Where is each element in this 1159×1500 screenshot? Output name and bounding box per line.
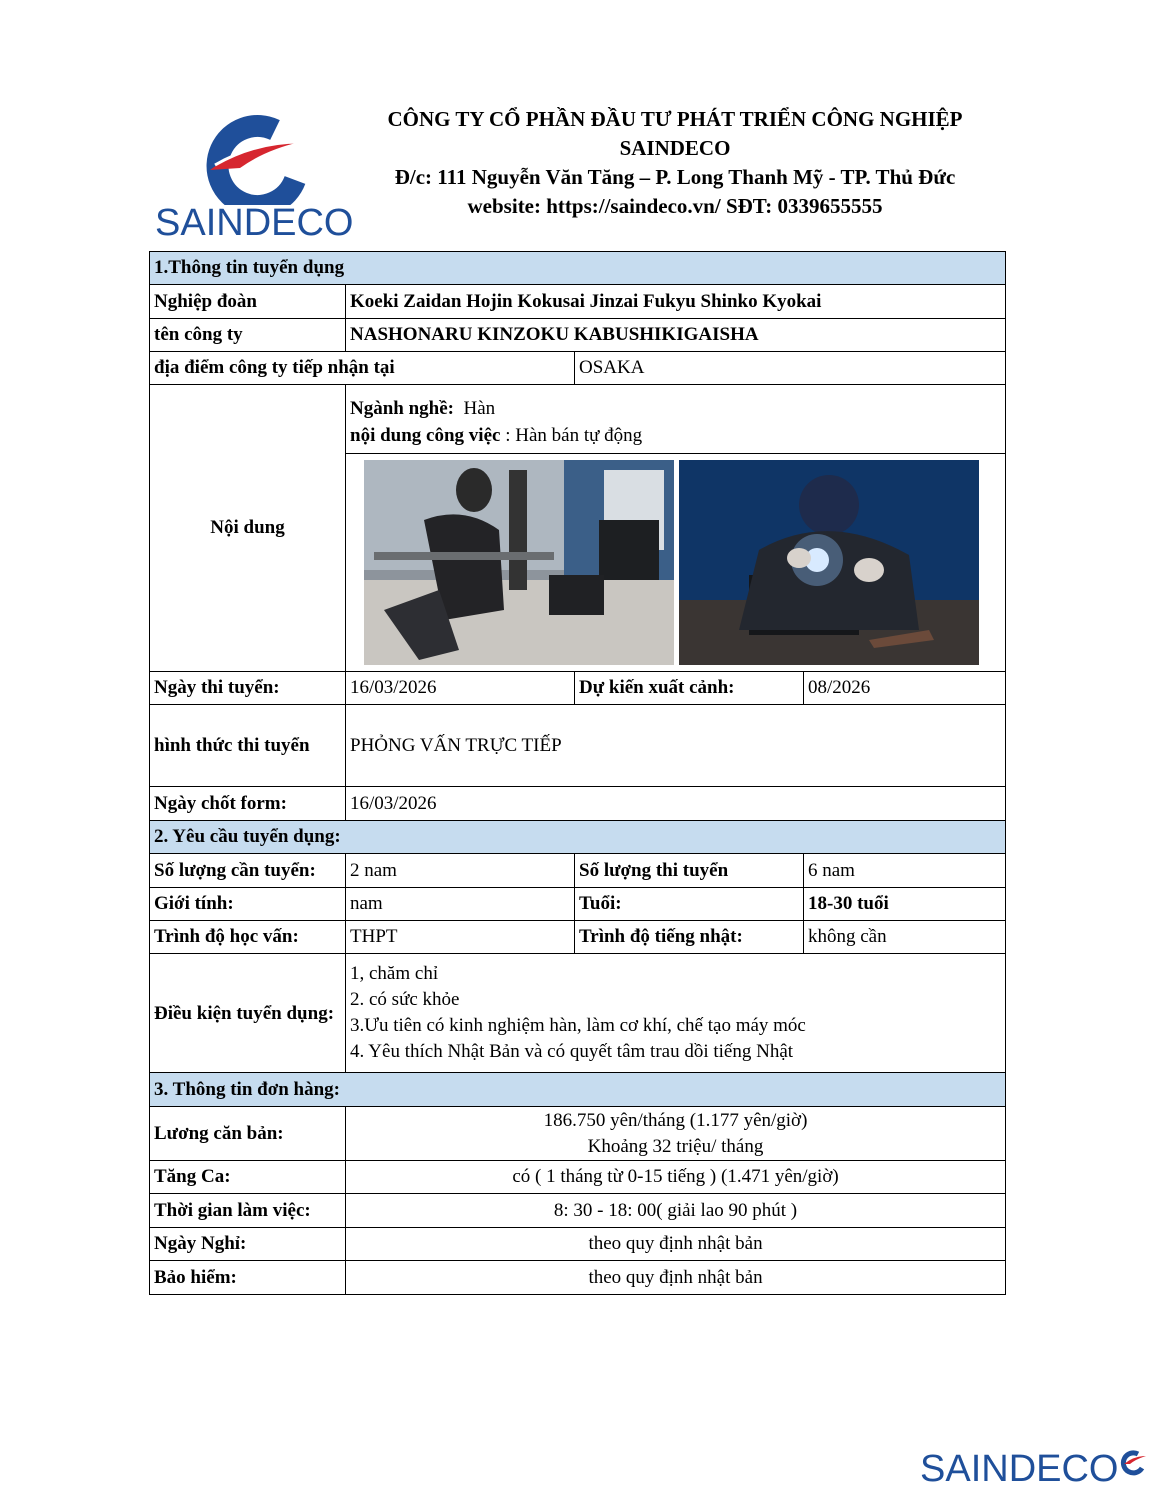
gender-value: nam [346,888,575,921]
company-label: tên công ty [150,319,346,352]
location-label: địa điểm công ty tiếp nhận tại [150,352,575,385]
table-row [150,352,1006,385]
table-row [150,888,1006,921]
exam-form-label: hình thức thi tuyển [150,705,346,787]
company-contact: website: https://saindeco.vn/ SĐT: 0339655555 [467,194,883,218]
nganh-nghe-label: Ngành nghề: [350,398,454,419]
content-label: Nội dung [150,385,346,672]
deadline-value: 16/03/2026 [346,787,1006,821]
company-address: Đ/c: 111 Nguyễn Văn Tăng – P. Long Thanh Mỹ - TP. Thủ Đức [394,165,956,189]
insurance-value: theo quy định nhật bản [346,1261,1006,1295]
cong-viec-label: nội dung công việc [350,425,501,446]
salary-line1: 186.750 yên/tháng (1.177 yên/giờ) [543,1109,808,1131]
salary-label: Lương căn bản: [150,1107,346,1161]
list-item: 1, chăm chỉ [350,963,439,984]
cong-viec-value: : Hàn bán tự động [505,425,643,446]
footer-logo-mark-icon [1116,1448,1148,1478]
section3-header-row [150,1073,1006,1107]
company-value: NASHONARU KINZOKU KABUSHIKIGAISHA [346,319,1006,352]
company-logo [155,110,354,245]
section1-title: 1.Thông tin tuyển dụng [150,252,1006,285]
table-row [150,1228,1006,1261]
list-item: 3.Ưu tiên có kinh nghiệm hàn, làm cơ khí, chế tạo máy móc [350,1015,806,1036]
overtime-value: có ( 1 tháng từ 0-15 tiếng ) (1.471 yên/giờ) [346,1161,1006,1194]
welder-sparks-photo [679,460,979,665]
footer-logo-text: SAINDECO [920,1448,1119,1490]
table-row [150,1107,1006,1161]
qty-label: Số lượng cần tuyển: [150,854,346,888]
company-header [350,105,1000,221]
recruitment-table [149,251,1006,1295]
exam-date-label: Ngày thi tuyển: [150,672,346,705]
list-item: 4. Yêu thích Nhật Bản và có quyết tâm trau dồi tiếng Nhật [350,1041,794,1062]
exam-form-value: PHỎNG VẤN TRỰC TIẾP [346,705,1006,787]
table-row [150,385,1006,672]
age-value: 18-30 tuổi [804,888,1006,921]
nganh-nghe-value: Hàn [463,398,496,419]
table-row [150,954,1006,1073]
logo-mark-icon [155,110,350,205]
table-row [150,285,1006,319]
exam-date-value: 16/03/2026 [346,672,575,705]
gender-label: Giới tính: [150,888,346,921]
table-row [150,1261,1006,1295]
exam-qty-value: 6 nam [804,854,1006,888]
edu-value: THPT [346,921,575,954]
company-name-line1: CÔNG TY CỔ PHẦN ĐẦU TƯ PHÁT TRIỂN CÔNG NGHIỆP [387,107,963,131]
departure-label: Dự kiến xuất cảnh: [575,672,804,705]
logo-text: SAINDECO [155,202,354,244]
salary-line2: Khoảng 32 triệu/ tháng [587,1135,764,1157]
section2-title: 2. Yêu cầu tuyển dụng: [150,821,1006,854]
table-row [150,854,1006,888]
insurance-label: Bảo hiểm: [150,1261,346,1295]
company-name-line2: SAINDECO [619,136,731,160]
section1-header-row [150,252,1006,285]
welder-workshop-photo [364,460,674,665]
jp-value: không cần [804,921,1006,954]
section2-header-row [150,821,1006,854]
hours-value: 8: 30 - 18: 00( giải lao 90 phút ) [346,1194,1006,1228]
section3-title: 3. Thông tin đơn hàng: [150,1073,1006,1107]
table-row [150,921,1006,954]
salary-value [346,1107,1006,1161]
nghiep-doan-value: Koeki Zaidan Hojin Kokusai Jinzai Fukyu Shinko Kyokai [346,285,1006,319]
conditions-list [346,954,1006,1073]
table-row [150,1194,1006,1228]
deadline-label: Ngày chốt form: [150,787,346,821]
content-cell [346,385,1006,672]
table-row [150,787,1006,821]
table-row [150,1161,1006,1194]
nghiep-doan-label: Nghiệp đoàn [150,285,346,319]
list-item: 2. có sức khỏe [350,989,460,1010]
table-row [150,705,1006,787]
edu-label: Trình độ học vấn: [150,921,346,954]
jp-label: Trình độ tiếng nhật: [575,921,804,954]
location-value: OSAKA [575,352,1006,385]
holiday-value: theo quy định nhật bản [346,1228,1006,1261]
table-row [150,672,1006,705]
footer-logo [920,1448,1150,1498]
cond-label: Điều kiện tuyển dụng: [150,954,346,1073]
holiday-label: Ngày Nghỉ: [150,1228,346,1261]
departure-value: 08/2026 [804,672,1006,705]
exam-qty-label: Số lượng thi tuyển [575,854,804,888]
hours-label: Thời gian làm việc: [150,1194,346,1228]
overtime-label: Tăng Ca: [150,1161,346,1194]
table-row [150,319,1006,352]
qty-value: 2 nam [346,854,575,888]
age-label: Tuổi: [575,888,804,921]
